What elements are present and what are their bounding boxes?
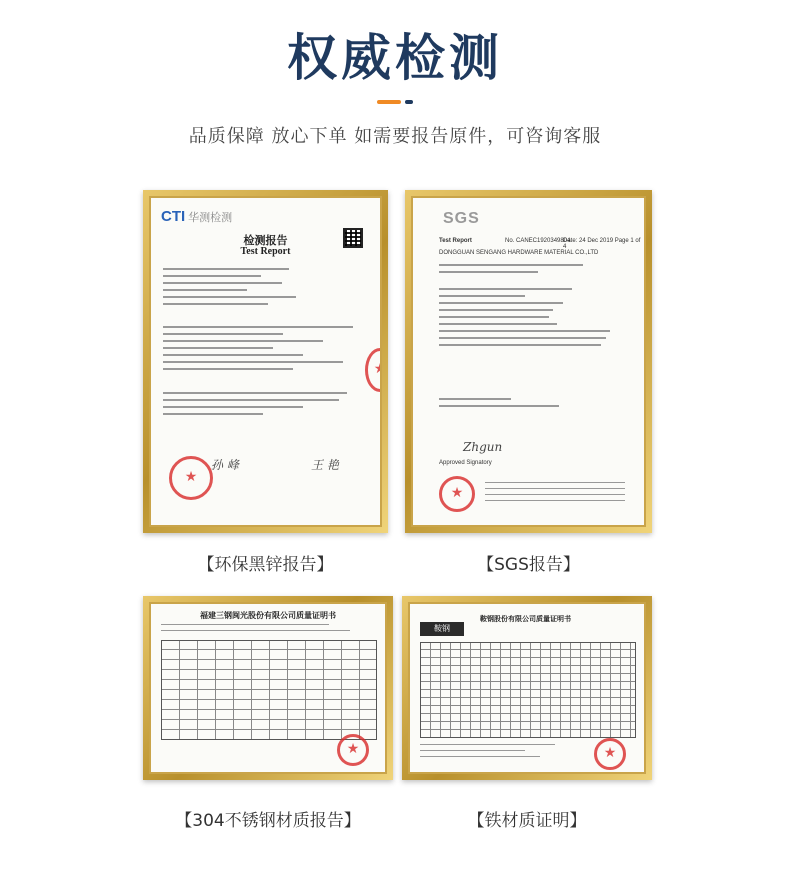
sgs-test-report-image: [413, 198, 644, 525]
report-text-block: [163, 392, 363, 420]
signature: 王 艳: [311, 458, 339, 472]
red-seal-stamp: [337, 734, 369, 766]
stainless-304-report-image: [151, 604, 385, 772]
certificate-frame-iron[interactable]: [402, 596, 652, 780]
qr-code-icon: [343, 228, 363, 248]
iron-material-certificate-image: [410, 604, 644, 772]
sgs-header-left: Test Report: [439, 238, 472, 244]
title-accent-bar: [377, 100, 413, 104]
report-text-block: [439, 264, 619, 278]
certificate-caption-sgs: 【SGS报告】: [477, 555, 580, 575]
certificate-caption-cti: 【环保黑锌报告】: [197, 555, 334, 575]
red-seal-stamp: [169, 456, 213, 500]
stainless-report-title: 福建三钢闽光股份有限公司质量证明书: [200, 611, 336, 620]
page-title: 权威检测: [287, 29, 503, 87]
material-data-table: [161, 640, 377, 740]
certificate-frame-sgs[interactable]: [405, 190, 652, 533]
cti-report-title-en: Test Report: [240, 246, 291, 257]
cti-test-report-image: [151, 198, 380, 525]
cti-report-title-cn: 检测报告: [243, 235, 288, 247]
sgs-company-line: DONGGUAN SENGANG HARDWARE MATERIAL CO.,LTD: [439, 250, 599, 256]
report-text-block: [163, 268, 303, 310]
report-text-block: [163, 326, 363, 375]
signature: Zhgun: [463, 440, 503, 454]
material-data-table: [420, 642, 636, 738]
sgs-logo: SGS: [443, 210, 480, 227]
cti-logo: CTI 华测检测: [161, 208, 233, 225]
iron-report-title: 鞍钢股份有限公司质量证明书: [480, 615, 571, 623]
report-text-block: [439, 288, 629, 351]
certificate-frame-stainless-304[interactable]: [143, 596, 393, 780]
sgs-header-right: Date: 24 Dec 2019 Page 1 of 4: [563, 238, 641, 250]
ansteel-logo: 鞍钢: [420, 622, 464, 636]
sgs-signatory-label: Approved Signatory: [439, 460, 492, 466]
page-subtitle: 品质保障 放心下单 如需要报告原件，可咨询客服: [188, 126, 602, 147]
report-text-block: [161, 624, 371, 636]
certificate-caption-iron: 【铁材质证明】: [467, 811, 587, 831]
report-text-block: [420, 744, 570, 762]
certificate-frame-cti[interactable]: [143, 190, 388, 533]
certificate-caption-stainless-304: 【304不锈钢材质报告】: [175, 811, 361, 831]
sgs-header-mid: No. CANEC1920349804: [505, 238, 571, 244]
red-seal-stamp: [365, 348, 380, 392]
report-footer-text: [485, 482, 625, 506]
red-seal-stamp: [594, 738, 626, 770]
red-seal-stamp: [439, 476, 475, 512]
signature: 孙 峰: [211, 458, 239, 472]
report-text-block: [439, 398, 559, 412]
